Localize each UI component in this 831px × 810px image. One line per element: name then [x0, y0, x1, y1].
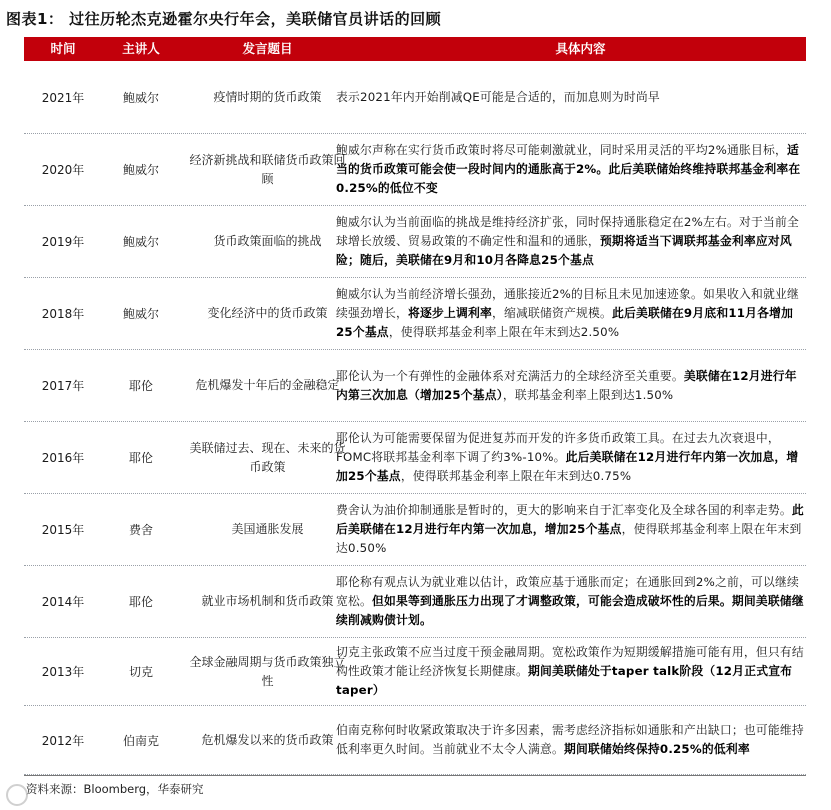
detail-text: 费舍认为油价抑制通胀是暂时的，更大的影响来自于汇率变化及全球各国的利率走势。: [336, 503, 792, 517]
detail-text: 鲍威尔认为当前面临的挑战是维持经济扩张，同时保持通胀稳定在2%左右。对于当前全球增长放缓、贸易政策的不确定性和温和的通胀，: [336, 215, 800, 248]
detail-text: ，使得联邦基金利率上限在年末到达0.75%: [400, 469, 632, 483]
header-detail: 具体内容: [555, 41, 606, 56]
table-row: [24, 566, 806, 638]
row-year: 2015年: [41, 523, 85, 537]
watermark-logo: [6, 784, 28, 806]
row-year: 2018年: [41, 307, 85, 321]
table-row: [24, 278, 806, 350]
row-year: 2019年: [41, 235, 85, 249]
row-speaker: 鲍威尔: [122, 307, 159, 321]
detail-bold-text: 期间联储始终保持0.25%的低利率: [563, 742, 750, 756]
header-topic: 发言题目: [242, 41, 293, 56]
detail-bold-text: 期间美联储处于taper talk阶段（12月正式宣布taper）: [336, 664, 793, 697]
row-topic: 危机爆发以来的货币政策: [201, 732, 334, 747]
row-speaker: 鲍威尔: [122, 163, 159, 177]
detail-text: 耶伦认为可能需要保留为促进复苏而开发的许多货币政策工具。在过去九次衰退中，FOMC将联邦基金利率下调了约3%-10%。: [336, 431, 780, 464]
row-speaker: 伯南克: [122, 733, 159, 748]
row-detail: [336, 350, 806, 421]
table-bottom-rule: [24, 775, 806, 776]
row-detail: [336, 494, 806, 565]
row-detail: [336, 134, 806, 205]
row-detail: [336, 206, 806, 277]
row-year: 2014年: [41, 595, 85, 609]
detail-text: ，缩减联储资产规模。: [491, 306, 612, 320]
row-topic: 美联储过去、现在、未来的货币政策: [189, 440, 346, 474]
row-speaker: 费舍: [128, 523, 153, 537]
row-year: 2016年: [41, 451, 85, 465]
detail-bold-text: 将逐步上调利率: [407, 306, 492, 320]
row-topic: 美国通胀发展: [231, 522, 304, 536]
figure-title: 图表1： 过往历轮杰克逊霍尔央行年会，美联储官员讲话的回顾: [6, 10, 442, 28]
table-header: [24, 37, 806, 61]
row-year: 2013年: [41, 665, 85, 679]
detail-text: 伯南克称何时收紧政策取决于许多因素，需考虑经济指标如通胀和产出缺口；也可能维持低利率更久时间。当前就业不太令人满意。: [336, 723, 804, 756]
row-speaker: 耶伦: [128, 451, 153, 465]
detail-text: 表示2021年内开始削减QE可能是合适的，而加息则为时尚早: [336, 90, 660, 104]
detail-text: 鲍威尔声称在实行货币政策时将尽可能刺激就业，同时采用灵活的平均2%通胀目标，: [336, 143, 788, 157]
row-topic: 疫情时期的货币政策: [213, 90, 322, 104]
detail-text: 切克主张政策不应当过度干预金融周期。宽松政策作为短期缓解措施可能有用，但只有结构性政策才能让经济恢复长期健康。: [336, 645, 804, 678]
row-topic: 变化经济中的货币政策: [207, 306, 328, 320]
row-topic: 危机爆发十年后的金融稳定: [195, 378, 340, 392]
detail-bold-text: 但如果等到通胀压力出现了才调整政策，可能会造成破坏性的后果。期间美联储继续削减购债计划。: [336, 594, 804, 627]
row-detail: [336, 706, 806, 774]
row-year: 2021年: [41, 91, 85, 105]
row-topic: 经济新挑战和联储货币政策回顾: [189, 152, 346, 186]
detail-bold-text: 预期将适当下调联邦基金利率应对风险；随后，美联储在9月和10月各降息25个基点: [336, 234, 792, 267]
row-year: 2020年: [41, 163, 85, 177]
row-speaker: 鲍威尔: [122, 91, 159, 105]
row-detail: [336, 638, 806, 705]
source-note: 资料来源：Bloomberg，华泰研究: [26, 782, 204, 796]
table-row: [24, 134, 806, 206]
table-row: [24, 350, 806, 422]
row-year: 2012年: [41, 733, 85, 748]
header-year: 时间: [50, 41, 76, 56]
detail-text: ，联邦基金利率上限到达1.50%: [502, 387, 674, 402]
row-speaker: 鲍威尔: [122, 235, 159, 249]
row-speaker: 切克: [128, 665, 153, 679]
table-row: [24, 422, 806, 494]
row-year: 2017年: [41, 379, 85, 393]
row-topic: 就业市场机制和货币政策: [201, 594, 334, 608]
detail-text: 耶伦认为一个有弹性的金融体系对充满活力的全球经济至关重要。: [336, 368, 684, 383]
detail-text: 耶伦称有观点认为就业难以估计，政策应基于通胀而定；在通胀回到2%之前，可以继续宽松。: [336, 575, 800, 608]
table-row: [24, 62, 806, 134]
detail-bold-text: 此后美联储在12月进行年内第一次加息，增加25个基点: [336, 450, 799, 483]
detail-text: 鲍威尔认为当前经济增长强劲，通胀接近2%的目标且未见加速迹象。如果收入和就业继续强劲增长，: [336, 287, 800, 320]
row-speaker: 耶伦: [128, 595, 153, 609]
row-detail: [336, 278, 806, 349]
header-speaker: 主讲人: [122, 41, 160, 56]
table-row: [24, 638, 806, 706]
row-topic: 货币政策面临的挑战: [213, 234, 322, 248]
detail-bold-text: 适当的货币政策可能会使一段时间内的通胀高于2%。此后美联储始终维持联邦基金利率在0.25%的低位不变: [336, 143, 801, 195]
row-detail: [336, 62, 806, 133]
row-topic: 全球金融周期与货币政策独立性: [189, 654, 346, 688]
table-row: [24, 494, 806, 566]
detail-bold-text: 此后美联储在9月底和11月各增加25个基点: [336, 306, 794, 339]
row-detail: [336, 566, 806, 637]
row-detail: [336, 422, 806, 493]
row-speaker: 耶伦: [128, 379, 153, 393]
detail-text: ，使得联邦基金利率上限在年末到达2.50%: [388, 325, 620, 339]
table-row: [24, 706, 806, 775]
table-row: [24, 206, 806, 278]
detail-bold-text: 此后美联储在12月进行年内第一次加息，增加25个基点: [336, 503, 804, 536]
detail-bold-text: 美联储在12月进行年内第三次加息（增加25个基点）: [336, 368, 797, 402]
detail-text: ，使得联邦基金利率上限在年末到达0.50%: [336, 522, 802, 555]
